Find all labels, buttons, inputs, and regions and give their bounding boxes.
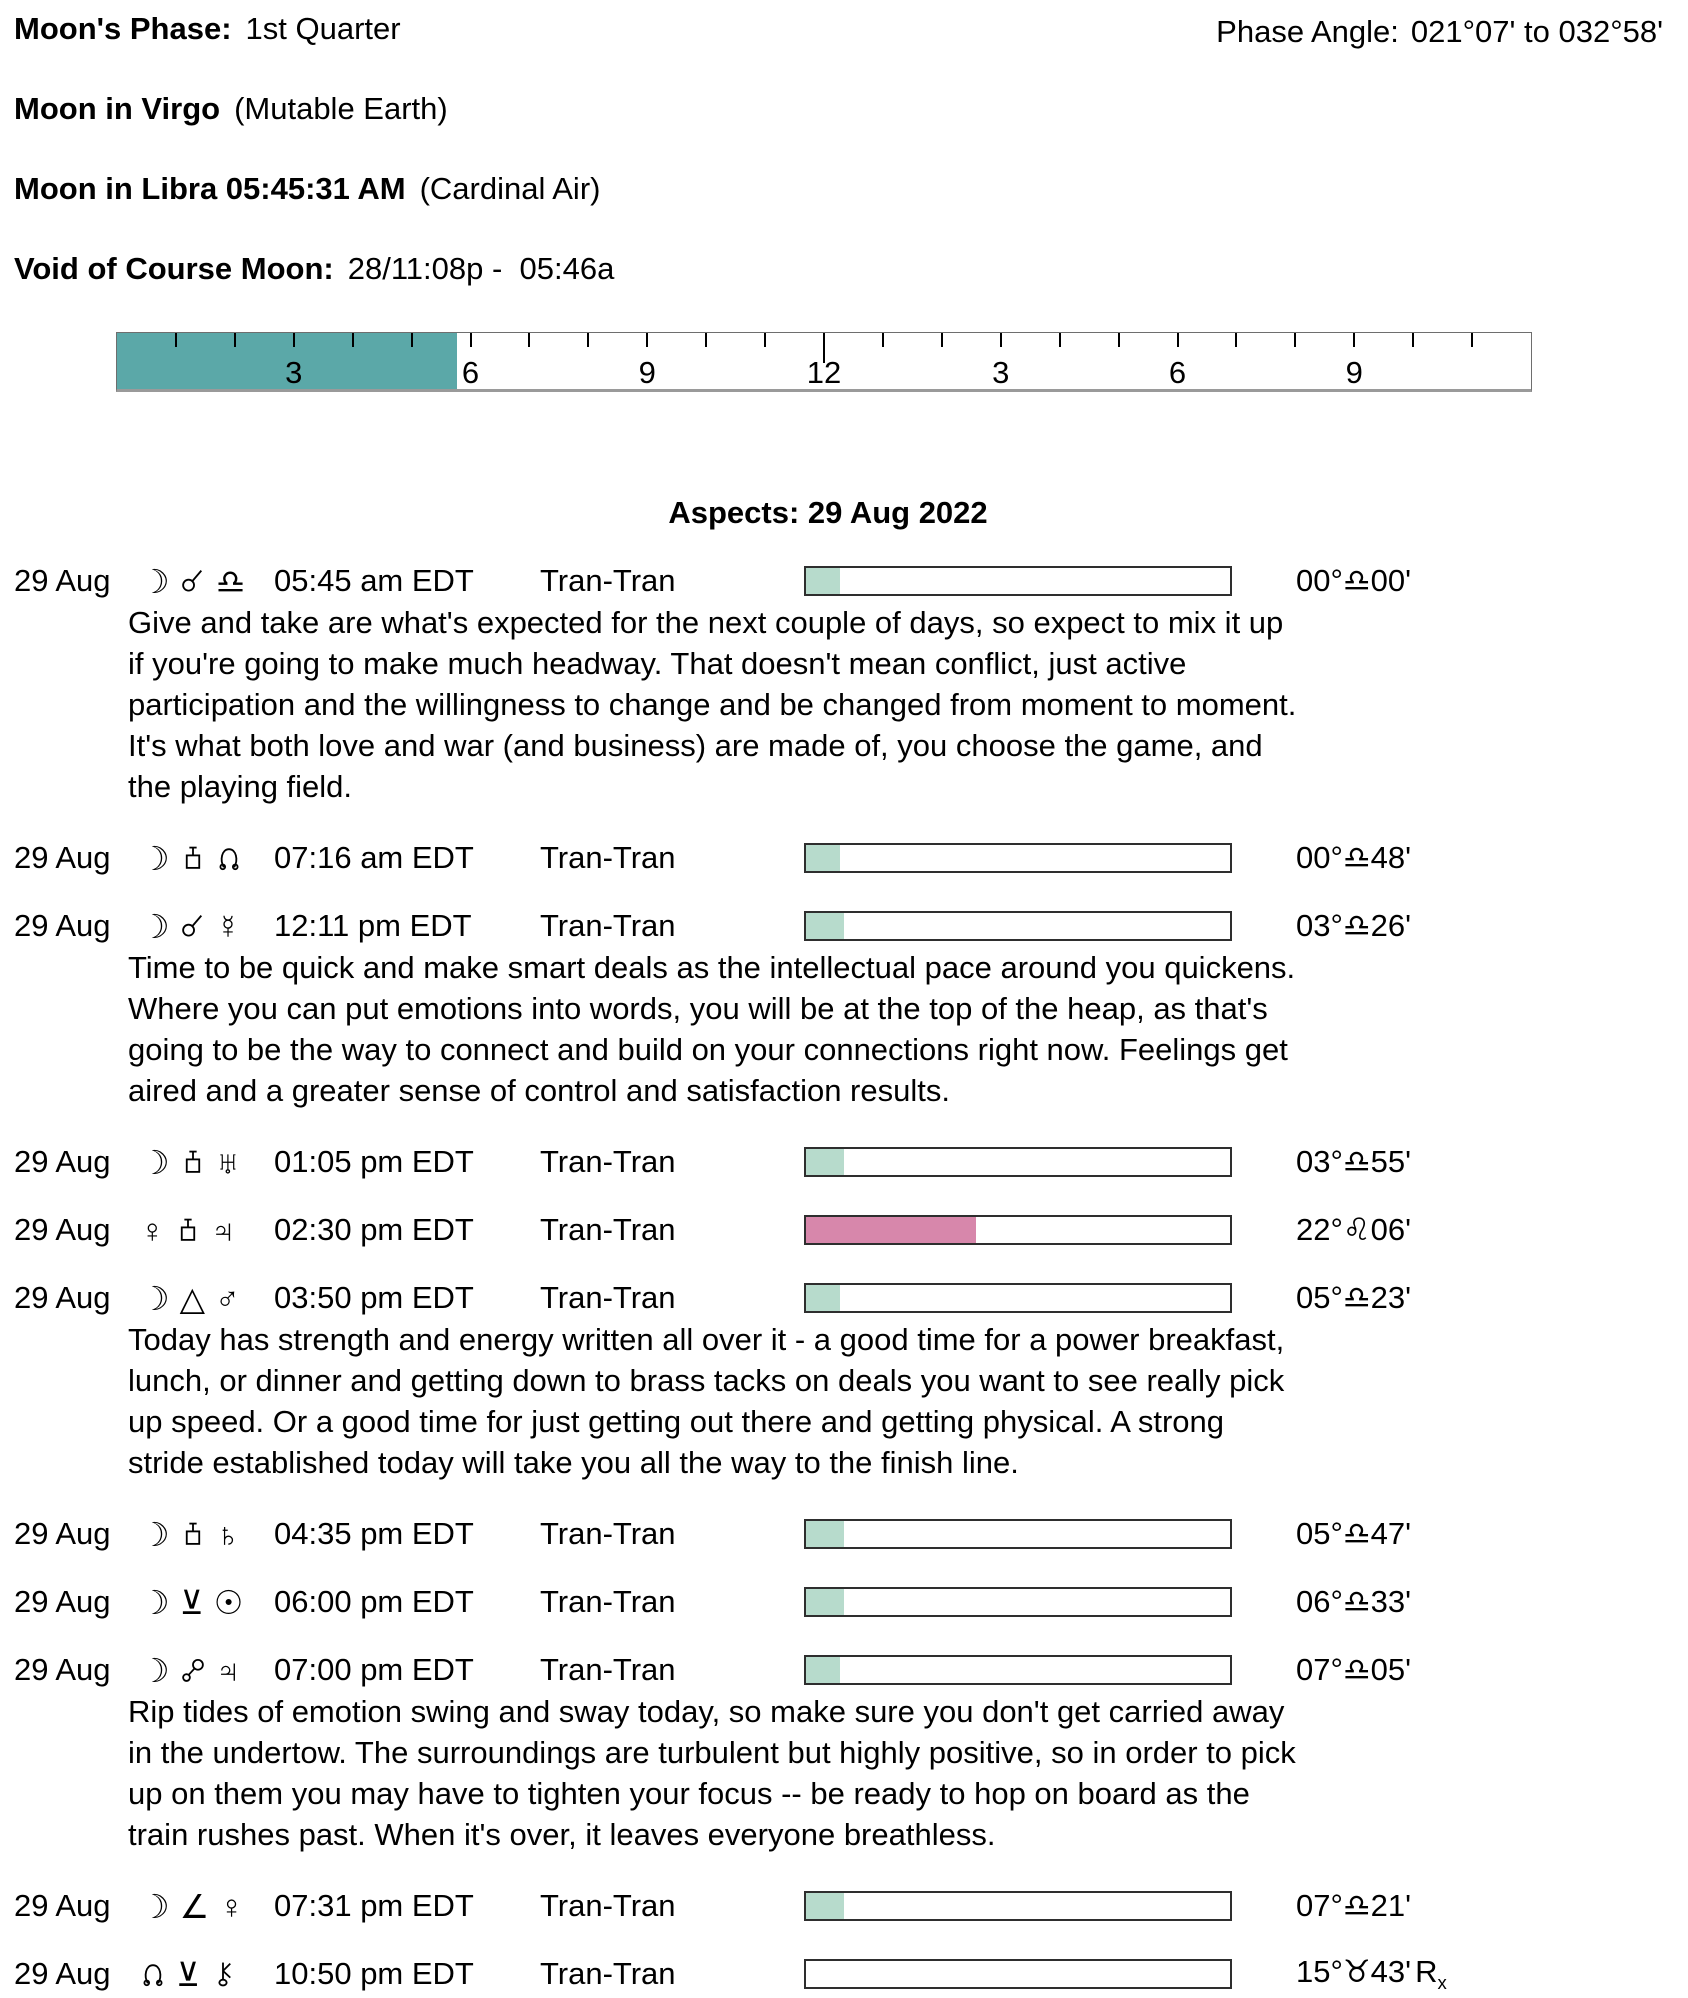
mars-icon: ♂ bbox=[214, 1279, 240, 1317]
ruler-hour-label: 3 bbox=[285, 355, 303, 390]
moon-phase-label: Moon's Phase: bbox=[14, 11, 232, 46]
jupiter-icon: ♃ bbox=[215, 1651, 241, 1689]
ruler-hour-tick bbox=[470, 333, 472, 347]
phase-angle-value: 021°07' to 032°58' bbox=[1410, 14, 1663, 49]
venus-icon: ♀ bbox=[219, 1887, 244, 1925]
aspect-date: 29 Aug bbox=[14, 1144, 111, 1179]
aspect-block bbox=[14, 1889, 1688, 1923]
retrograde-icon: $R_x$ bbox=[1415, 1953, 1447, 1994]
void-of-course-value: 28/11:08p - 05:46a bbox=[347, 251, 615, 286]
conjunction-icon bbox=[180, 911, 206, 941]
aspect-glyphs bbox=[140, 1143, 274, 1181]
aspect-row bbox=[14, 841, 1688, 875]
opposition-icon bbox=[180, 1655, 206, 1685]
conjunction-icon bbox=[180, 566, 206, 596]
aspect-time: 01:05 pm EDT bbox=[274, 1144, 474, 1179]
ruler-hour-tick bbox=[882, 333, 884, 347]
aspect-row bbox=[14, 1517, 1688, 1551]
aspect-type: Tran-Tran bbox=[540, 563, 676, 598]
uranus-icon: ♅ bbox=[215, 1143, 241, 1181]
moon-ingress-bold: Moon in Libra 05:45:31 AM bbox=[14, 171, 406, 206]
aspect-glyphs bbox=[140, 1651, 274, 1689]
semisextile-icon: ⊻ bbox=[179, 1583, 204, 1621]
aspect-type: Tran-Tran bbox=[540, 1212, 676, 1247]
aspect-orb-bar bbox=[804, 1655, 1232, 1685]
ruler-hour-tick bbox=[528, 333, 530, 347]
aspect-orb-bar bbox=[804, 911, 1232, 941]
aspect-glyphs bbox=[140, 1279, 274, 1317]
aspect-orb-bar bbox=[804, 1147, 1232, 1177]
ruler-hour-label: 3 bbox=[992, 355, 1010, 390]
aspect-block bbox=[14, 1145, 1688, 1179]
aspect-block bbox=[14, 1953, 1688, 1994]
moon-icon: ☽ bbox=[140, 562, 170, 600]
aspect-row bbox=[14, 1653, 1688, 1687]
aspect-type: Tran-Tran bbox=[540, 1584, 676, 1619]
aspect-position: 07°♎05' bbox=[1296, 1652, 1412, 1687]
aspect-date: 29 Aug bbox=[14, 1280, 111, 1315]
aspect-date: 29 Aug bbox=[14, 1516, 111, 1551]
aspect-type: Tran-Tran bbox=[540, 1280, 676, 1315]
aspect-time: 05:45 am EDT bbox=[274, 563, 474, 598]
saturn-icon: ♄ bbox=[215, 1515, 241, 1553]
north-node-icon bbox=[140, 1959, 166, 1989]
aspect-block bbox=[14, 1653, 1688, 1855]
libra-icon: ♎ bbox=[215, 562, 246, 600]
ruler-hour-label: 6 bbox=[461, 355, 480, 390]
aspect-date: 29 Aug bbox=[14, 1956, 111, 1991]
venus-icon: ♀ bbox=[140, 1211, 165, 1249]
aspect-time: 12:11 pm EDT bbox=[274, 908, 472, 943]
aspect-block bbox=[14, 1517, 1688, 1551]
aspect-row bbox=[14, 1953, 1688, 1994]
moon-phase-value: 1st Quarter bbox=[245, 11, 401, 46]
aspect-interpretation: Give and take are what's expected for the next couple of days, so expect to mix it up if you're going to make much headway. That doesn't mean conflict, just active participation and the willingness to change and be changed from moment to moment. It's what both love and war (and business) are made of, you choose the game, and the playing field. bbox=[128, 605, 1297, 804]
moon-icon: ☽ bbox=[140, 907, 170, 945]
moon-sign-bold: Moon in Virgo bbox=[14, 91, 221, 126]
ruler-hour-tick bbox=[1235, 333, 1237, 347]
aspect-orb-bar-fill bbox=[806, 1657, 840, 1683]
sesquiquadrate-icon bbox=[180, 1519, 206, 1549]
aspect-orb-bar bbox=[804, 1215, 1232, 1245]
ruler-hour-tick bbox=[1353, 333, 1355, 347]
aspect-row bbox=[14, 1281, 1688, 1315]
aspect-row bbox=[14, 1213, 1688, 1247]
mercury-icon: ☿ bbox=[215, 907, 241, 945]
ruler-hour-tick bbox=[705, 333, 707, 347]
aspect-orb-bar bbox=[804, 1959, 1232, 1989]
aspect-time: 07:16 am EDT bbox=[274, 840, 474, 875]
chiron-icon bbox=[210, 1959, 236, 1989]
aspect-date: 29 Aug bbox=[14, 1212, 111, 1247]
sesquiquadrate-icon bbox=[180, 1147, 206, 1177]
moon-sign-rest: (Mutable Earth) bbox=[234, 91, 448, 126]
aspect-type: Tran-Tran bbox=[540, 908, 676, 943]
aspect-row bbox=[14, 564, 1688, 598]
aspect-orb-bar-fill bbox=[806, 1217, 976, 1243]
moon-icon: ☽ bbox=[140, 1887, 170, 1925]
aspect-orb-bar bbox=[804, 1283, 1232, 1313]
trine-icon: △ bbox=[179, 1279, 205, 1317]
aspect-position: 05°♎47' bbox=[1296, 1516, 1412, 1551]
aspect-time: 07:00 pm EDT bbox=[274, 1652, 474, 1687]
aspect-time: 04:35 pm EDT bbox=[274, 1516, 474, 1551]
aspect-date: 29 Aug bbox=[14, 1584, 111, 1619]
ruler-hour-tick bbox=[587, 333, 589, 347]
aspect-block bbox=[14, 1213, 1688, 1247]
aspect-block bbox=[14, 841, 1688, 875]
void-of-course-line bbox=[14, 252, 1688, 286]
aspect-type: Tran-Tran bbox=[540, 1144, 676, 1179]
ruler-hour-tick bbox=[1118, 333, 1120, 347]
phase-angle-label: Phase Angle: bbox=[1216, 14, 1399, 49]
aspect-block bbox=[14, 564, 1688, 807]
aspect-orb-bar-fill bbox=[806, 913, 844, 939]
aspect-orb-bar-fill bbox=[806, 845, 840, 871]
aspect-position: 05°♎23' bbox=[1296, 1280, 1412, 1315]
moon-icon: ☽ bbox=[140, 1583, 170, 1621]
aspect-type: Tran-Tran bbox=[540, 1652, 676, 1687]
aspect-orb-bar-fill bbox=[806, 568, 840, 594]
moon-icon: ☽ bbox=[140, 1279, 170, 1317]
ruler-hour-tick bbox=[1059, 333, 1061, 347]
aspect-orb-bar-fill bbox=[806, 1149, 844, 1175]
jupiter-icon: ♃ bbox=[210, 1211, 236, 1249]
aspect-row bbox=[14, 909, 1688, 943]
aspect-date: 29 Aug bbox=[14, 840, 111, 875]
moon-icon: ☽ bbox=[140, 839, 170, 877]
moon-icon: ☽ bbox=[140, 1651, 170, 1689]
ruler-hour-tick bbox=[1000, 333, 1002, 347]
aspect-interpretation: Today has strength and energy written all over it - a good time for a power breakfast, lunch, or dinner and getting down to brass tacks on deals you want to see really pick up speed. Or a good time for just getting out there and getting physical. A strong stride established today will take you all the way to the finish line. bbox=[128, 1322, 1285, 1480]
aspect-time: 07:31 pm EDT bbox=[274, 1888, 474, 1923]
aspect-date: 29 Aug bbox=[14, 1652, 111, 1687]
aspect-orb-bar-fill bbox=[806, 1589, 844, 1615]
aspect-glyphs bbox=[140, 1955, 274, 1993]
aspect-orb-bar-fill bbox=[806, 1521, 844, 1547]
ruler-hour-label: 6 bbox=[1168, 355, 1187, 390]
ruler-hour-label: 9 bbox=[638, 355, 656, 390]
sun-icon: ☉ bbox=[213, 1583, 244, 1621]
aspect-glyphs bbox=[140, 1887, 274, 1925]
sesquiquadrate-icon bbox=[180, 843, 206, 873]
aspect-type: Tran-Tran bbox=[540, 1888, 676, 1923]
north-node-icon bbox=[216, 843, 242, 873]
moon-icon: ☽ bbox=[140, 1143, 170, 1181]
aspect-time: 10:50 pm EDT bbox=[274, 1956, 474, 1991]
ruler-hour-tick bbox=[1412, 333, 1414, 347]
aspect-type: Tran-Tran bbox=[540, 840, 676, 875]
ruler-hour-tick bbox=[941, 333, 943, 347]
phase-angle bbox=[1216, 14, 1663, 50]
aspect-position: 00°♎00' bbox=[1296, 563, 1412, 598]
aspect-type: Tran-Tran bbox=[540, 1956, 676, 1991]
ruler-hour-tick bbox=[1471, 333, 1473, 347]
moon-icon: ☽ bbox=[140, 1515, 170, 1553]
moon-ingress-line bbox=[14, 172, 1688, 206]
void-of-course-ruler bbox=[116, 332, 1532, 392]
aspect-time: 03:50 pm EDT bbox=[274, 1280, 474, 1315]
aspect-orb-bar-fill bbox=[806, 1285, 840, 1311]
aspect-time: 02:30 pm EDT bbox=[274, 1212, 474, 1247]
semisextile-icon: ⊻ bbox=[176, 1955, 201, 1993]
aspect-position: 00°♎48' bbox=[1296, 840, 1412, 875]
ruler-hour-tick bbox=[234, 333, 236, 347]
aspect-block bbox=[14, 909, 1688, 1111]
aspect-row bbox=[14, 1145, 1688, 1179]
aspect-time: 06:00 pm EDT bbox=[274, 1584, 474, 1619]
aspect-position: 03°♎55' bbox=[1296, 1144, 1412, 1179]
aspect-glyphs bbox=[140, 907, 274, 945]
aspect-interpretation: Rip tides of emotion swing and sway today, so make sure you don't get carried away in the undertow. The surroundings are turbulent but highly positive, so in order to pick up on them you may have to tighten your focus -- be ready to hop on board as the train rushes past. When it's over, it leaves everyone breathless. bbox=[128, 1694, 1296, 1852]
moon-sign-line bbox=[14, 92, 1688, 126]
aspect-orb-bar-fill bbox=[806, 1893, 844, 1919]
aspect-position: 15°♉43' $R_x$ bbox=[1296, 1953, 1447, 1994]
aspect-position: 03°♎26' bbox=[1296, 908, 1412, 943]
aspect-orb-bar bbox=[804, 566, 1232, 596]
ruler-hour-tick bbox=[646, 333, 648, 347]
aspect-orb-bar bbox=[804, 843, 1232, 873]
aspect-orb-bar bbox=[804, 1891, 1232, 1921]
aspect-position: 06°♎33' bbox=[1296, 1584, 1412, 1619]
aspect-date: 29 Aug bbox=[14, 908, 111, 943]
moon-ingress-rest: (Cardinal Air) bbox=[419, 171, 601, 206]
aspect-date: 29 Aug bbox=[14, 1888, 111, 1923]
aspect-position: 22°♌06' bbox=[1296, 1212, 1412, 1247]
aspect-interpretation: Time to be quick and make smart deals as the intellectual pace around you quickens. Where you can put emotions into words, you will be at the top of the heap, as that's going to be the way to connect and build on your connections right now. Feelings get aired and a greater sense of control and satisfaction results. bbox=[128, 950, 1296, 1108]
aspect-glyphs bbox=[140, 1583, 274, 1621]
aspects-list bbox=[14, 562, 1688, 1994]
ruler-hour-label: 12 bbox=[806, 355, 842, 390]
ruler-hour-tick bbox=[411, 333, 413, 347]
aspect-type: Tran-Tran bbox=[540, 1516, 676, 1551]
aspect-position: 07°♎21' bbox=[1296, 1888, 1412, 1923]
aspect-row bbox=[14, 1889, 1688, 1923]
ruler-hour-label: 9 bbox=[1345, 355, 1363, 390]
ruler-hour-tick bbox=[293, 333, 295, 347]
sesquiquadrate-icon bbox=[175, 1215, 201, 1245]
aspect-row bbox=[14, 1585, 1688, 1619]
aspect-glyphs bbox=[140, 1211, 274, 1249]
void-of-course-label: Void of Course Moon: bbox=[14, 251, 334, 286]
aspect-date: 29 Aug bbox=[14, 563, 111, 598]
ruler-hour-tick bbox=[1294, 333, 1296, 347]
aspect-orb-bar bbox=[804, 1587, 1232, 1617]
ruler-hour-tick bbox=[1177, 333, 1179, 347]
aspect-glyphs bbox=[140, 839, 274, 877]
aspect-orb-bar bbox=[804, 1519, 1232, 1549]
semisquare-icon: ∠ bbox=[179, 1887, 210, 1925]
aspects-title: Aspects: 29 Aug 2022 bbox=[668, 495, 988, 530]
aspect-block bbox=[14, 1585, 1688, 1619]
ruler-hour-tick bbox=[352, 333, 354, 347]
aspect-glyphs bbox=[140, 1515, 274, 1553]
ruler-hour-tick bbox=[175, 333, 177, 347]
aspect-glyphs bbox=[140, 562, 274, 600]
aspect-block bbox=[14, 1281, 1688, 1483]
ruler-hour-tick bbox=[764, 333, 766, 347]
